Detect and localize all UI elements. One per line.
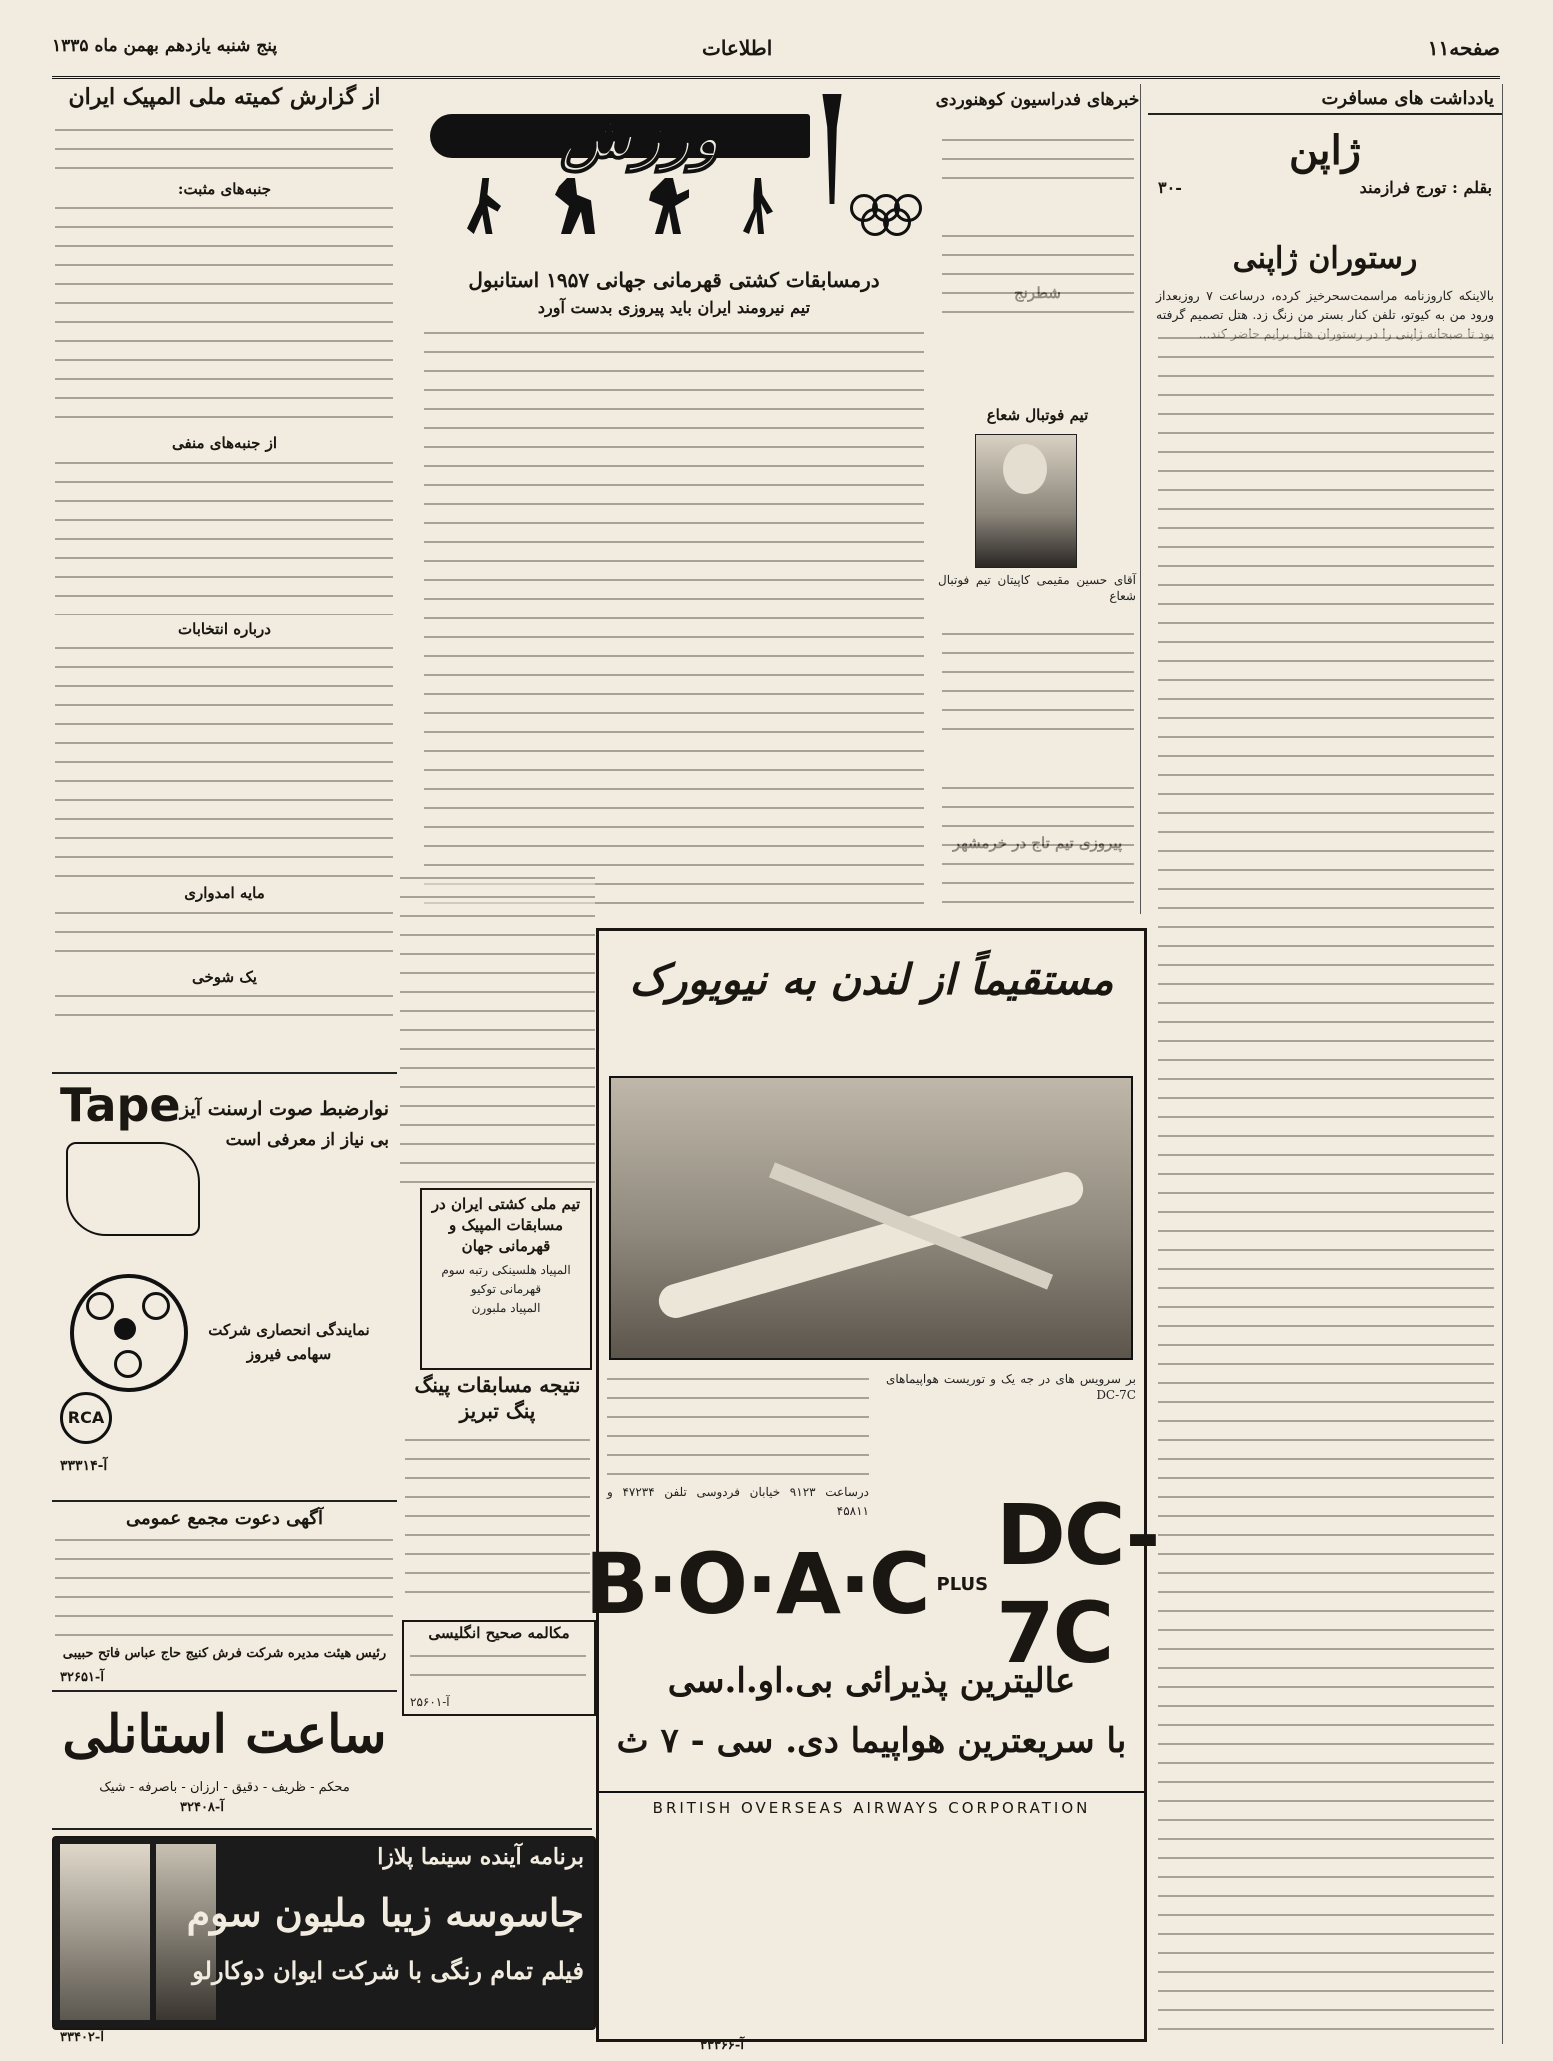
tape-recorder-illustration (66, 1142, 200, 1236)
wrestling-team-box (420, 1188, 592, 1370)
shoa-subhead: تیم فوتبال شعاع (986, 406, 1089, 424)
taj-text (942, 780, 1134, 905)
positive-text (55, 200, 393, 430)
english-ad-title: مکالمه صحیح انگلیسی (428, 1624, 570, 1642)
federation-text (942, 132, 1134, 196)
tape-code: آ-۳۳۳۱۴ (60, 1458, 108, 1474)
wrestling-subhead: تیم نیرومند ایران باید پیروزی بدست آورد (537, 298, 811, 317)
tape-reel-icon (70, 1274, 188, 1392)
boac-text-a: بر سرویس های در جه یک و توریست هواپیماهای DC-7C (886, 1372, 1136, 1402)
article-lead: بالاینکه کاروزنامه مراسمت‌سحرخیز کرده، درساعت ۷ روزبعداز ورود من به کیوتو، تلفن کنار بستر من زنگ زد. هتل تصمیم گرفته (1156, 288, 1494, 322)
boac-footer: BRITISH OVERSEAS AIRWAYS CORPORATION (599, 1791, 1144, 1817)
divider (52, 1500, 397, 1502)
joke-heading: یک شوخی (192, 968, 257, 986)
divider (52, 1072, 397, 1074)
dc7c-airplane-photo (609, 1076, 1133, 1360)
chess-text (942, 228, 1134, 318)
cinema-line1: برنامه آینده سینما پلازا (377, 1844, 584, 1870)
pingpong-title: نتیجه مسابقات پینگ پنگ تبریز (414, 1373, 581, 1423)
income-text (55, 905, 393, 965)
page-header (52, 30, 1500, 79)
boac-plus: PLUS (936, 1573, 989, 1595)
country-title: ژاپن (1288, 127, 1361, 174)
watch-code: آ-۳۲۴۰۸ (180, 1800, 224, 1815)
federation-title: خبرهای فدراسیون کوهنوردی (935, 90, 1140, 110)
tape-agent: نمایندگی انحصاری شرکت سهامی فیروز (208, 1321, 370, 1363)
actress-photo (60, 1844, 150, 2020)
tape-brand: Tape (60, 1078, 181, 1132)
pingpong-text (405, 1432, 590, 1602)
issue-date: پنج شنبه یازدهم بهمن ماه ۱۳۳۵ (52, 36, 278, 56)
torch-icon (820, 94, 844, 204)
shoa-text (942, 626, 1134, 746)
assembly-code: آ-۳۲۶۵۱ (60, 1670, 104, 1685)
boac-code: آ-۳۳۳۶۶ (700, 2038, 744, 2053)
assembly-title: آگهی دعوت مجمع عمومی (125, 1508, 323, 1529)
wrestling-text (424, 325, 924, 910)
negative-heading: از جنبه‌های منفی (171, 434, 278, 452)
olympic-rings-icon (850, 194, 920, 234)
wrestling-box-line: المپیاد هلسینکی رتبه سوم (441, 1263, 571, 1277)
negative-text (55, 455, 393, 615)
athletes-illustration (440, 174, 800, 234)
cinema-line3: فیلم تمام رنگی با شرکت ایوان دوکارلو (192, 1956, 584, 1985)
rca-logo: RCA (60, 1392, 112, 1444)
income-heading: مایه امدواری (184, 884, 265, 902)
photo-caption: آقای حسین مقیمی کاپیتان تیم فوتبال شعاع (938, 573, 1136, 603)
cinema-line2: جاسوسه زیبا ملیون سوم (186, 1890, 584, 1935)
article-headline: رستوران ژاپنی (1232, 241, 1418, 276)
watch-title: ساعت استانلی (62, 1704, 387, 1765)
olympic-report-title: از گزارش کمیته ملی المپیک ایران (68, 84, 381, 110)
boac-tagline2: با سریعترین هواپیما دی. سی - ۷ ث (616, 1721, 1127, 1761)
article-body-text (1158, 330, 1494, 2030)
boac-headline: مستقیماً از لندن به نیویورک (629, 955, 1114, 1004)
paper-name: اطلاعات (702, 36, 773, 60)
joke-text (55, 988, 393, 1028)
sport-title: ورزش (560, 102, 721, 172)
tape-line1: نوارضبط صوت ارسنت آیز (180, 1098, 389, 1120)
english-ad-code: آ-۲۵۶۰۱ (410, 1695, 450, 1709)
sport-masthead (420, 84, 928, 264)
boac-brand: B·O·A·C (584, 1535, 929, 1633)
english-class-ad (402, 1620, 596, 1716)
boac-model: DC-7C (996, 1486, 1159, 1682)
boac-tagline1: عالیترین پذیرائی بی.او.ا.سی (667, 1661, 1076, 1701)
divider (52, 1828, 592, 1830)
elections-text (55, 640, 393, 880)
author: بقلم : تورج فرازمند (1359, 178, 1492, 197)
tape-line2: بی نیاز از معرفی است (225, 1130, 389, 1150)
section-title: یادداشت های مسافرت (1148, 84, 1502, 115)
wrestling-box-line: المپیاد ملبورن (471, 1301, 541, 1315)
elections-heading: درباره انتخابات (178, 620, 271, 638)
wrestling-box-title: تیم ملی کشتی ایران در مسابقات المپیک و قهرمانی جهان (431, 1195, 581, 1255)
photo-face (1003, 444, 1047, 494)
tape-ad (52, 1078, 397, 1498)
watch-features: محکم - ظریف - دقیق - ارزان - باصرفه - شیک (99, 1780, 350, 1795)
cinema-plaza-ad (52, 1836, 596, 2030)
wrestling-headline: درمسابقات کشتی قهرمانی جهانی ۱۹۵۷ استانبول (468, 268, 880, 292)
cinema-code: آ-۳۳۴۰۲ (60, 2030, 104, 2045)
episode-number: -۳۰ (1158, 178, 1182, 197)
positive-heading: جنبه‌های مثبت: (177, 180, 272, 198)
boac-text-b: درساعت ۹۱۲۳ خیابان فردوسی تلفن ۴۷۲۳۴ و ۴۵۸۱۱ (607, 1485, 870, 1518)
olympic-intro (55, 122, 393, 177)
wrestling-box-line: قهرمانی توکیو (470, 1282, 542, 1296)
assembly-signature: رئیس هیئت مدیره شرکت فرش کنیج حاج عباس فاتح حبیبی (62, 1646, 387, 1661)
wrestling-text-continued (400, 870, 595, 1185)
page-number: صفحه۱۱ (1427, 36, 1500, 60)
divider (52, 1690, 397, 1692)
assembly-text (55, 1532, 393, 1642)
boac-ad (584, 928, 1159, 2042)
